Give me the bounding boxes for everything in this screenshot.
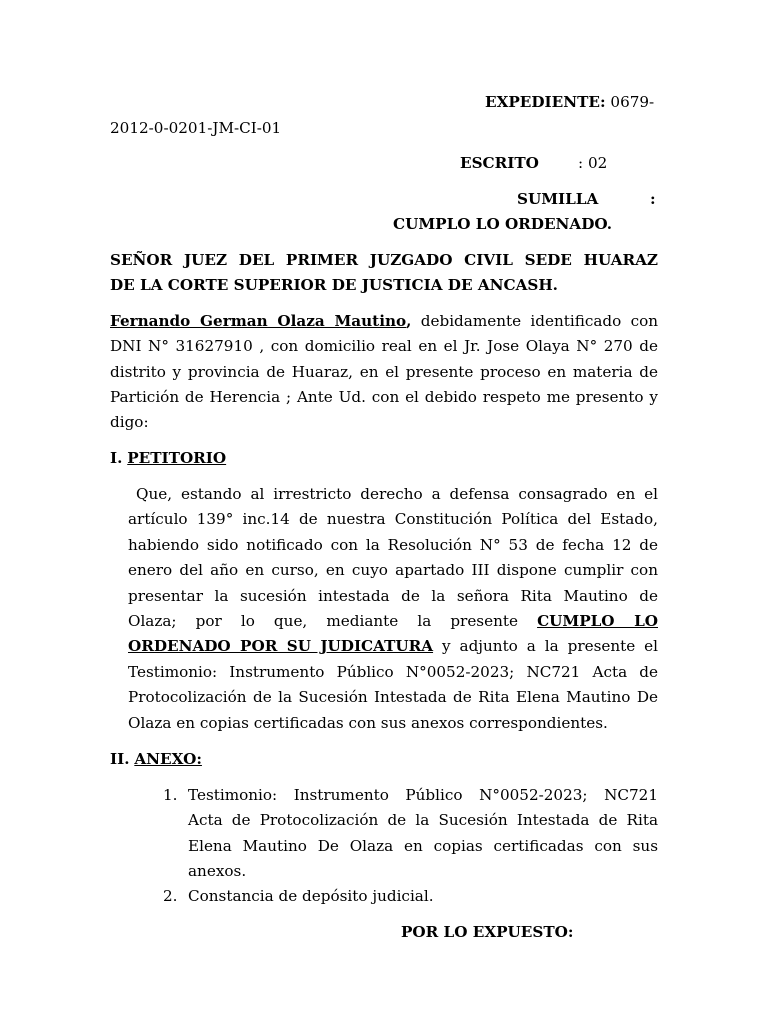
ordenado-emphasis: ORDENADO POR SU JUDICATURA: [128, 637, 434, 655]
intro-line-4: Partición de Herencia ; Ante Ud. con el debido respeto me presento y: [110, 388, 658, 406]
escrito-label: ESCRITO: [460, 154, 539, 172]
petitorio-heading: I. PETITORIO: [110, 449, 227, 467]
petitorio-line-1: Que, estando al irrestricto derecho a defensa consagrado en el: [136, 485, 658, 503]
cumplo-lo-emphasis: CUMPLO LO: [537, 612, 658, 630]
anexo-item-2-line-1: Constancia de depósito judicial.: [188, 887, 434, 905]
sumilla-value: CUMPLO LO ORDENADO.: [393, 215, 613, 233]
anexo-title: ANEXO:: [134, 750, 202, 768]
intro-line-5: digo:: [110, 413, 149, 431]
petitorio-line-9: Protocolización de la Sucesión Intestada de Rita Elena Mautino De: [128, 688, 658, 706]
anexo-item-1-line-1: Testimonio: Instrumento Público N°0052-2023; NC721: [188, 786, 658, 804]
addressee-line-1: SEÑOR JUEZ DEL PRIMER JUZGADO CIVIL SEDE HUARAZ: [110, 251, 658, 269]
escrito-value: : 02: [578, 154, 608, 172]
anexo-heading: II. ANEXO:: [110, 750, 202, 768]
petitorio-line-6: Olaza; por lo que, mediante la presente CUMPLO LO: [128, 612, 658, 630]
anexo-item-1-line-4: anexos.: [188, 862, 247, 880]
intro-line-2: DNI N° 31627910 , con domicilio real en el Jr. Jose Olaya N° 270 de: [110, 337, 658, 355]
sumilla-colon: :: [650, 190, 656, 208]
sumilla-label: SUMILLA: [517, 190, 599, 208]
expediente-line: [485, 93, 654, 111]
addressee-line-2: DE LA CORTE SUPERIOR DE JUSTICIA DE ANCASH.: [110, 276, 558, 294]
petitioner-name: Fernando German Olaza Mautino: [110, 312, 407, 330]
petitorio-line-7: ORDENADO POR SU JUDICATURA y adjunto a la presente el: [128, 637, 659, 655]
expediente-label: EXPEDIENTE:: [485, 93, 606, 111]
petitorio-line-10: Olaza en copias certificadas con sus anexos correspondientes.: [128, 714, 608, 732]
intro-line-3: distrito y provincia de Huaraz, en el presente proceso en materia de: [110, 363, 658, 381]
anexo-item-2-number: 2.: [163, 887, 178, 905]
expediente-value: 0679-: [610, 93, 655, 111]
petitorio-line-5: presentar la sucesión intestada de la señora Rita Mautino de: [128, 587, 658, 605]
closing-label: POR LO EXPUESTO: [401, 923, 568, 941]
closing-heading: POR LO EXPUESTO:: [401, 923, 574, 941]
petitorio-line-3: habiendo sido notificado con la Resolución N° 53 de fecha 12 de: [128, 536, 658, 554]
petitorio-line-8: Testimonio: Instrumento Público N°0052-2023; NC721 Acta de: [128, 663, 658, 681]
petitorio-line-4: enero del año en curso, en cuyo apartado III dispone cumplir con: [128, 561, 658, 579]
expediente-value-continued: 2012-0-0201-JM-CI-01: [110, 119, 282, 137]
anexo-item-1-number: 1.: [163, 786, 178, 804]
petitorio-title: PETITORIO: [127, 449, 227, 467]
anexo-item-1-line-2: Acta de Protocolización de la Sucesión Intestada de Rita: [188, 811, 658, 829]
anexo-item-1-line-3: Elena Mautino De Olaza en copias certificadas con sus: [188, 837, 658, 855]
intro-line-1: Fernando German Olaza Mautino, debidamente identificado con: [110, 312, 659, 330]
petitorio-line-2: artículo 139° inc.14 de nuestra Constitución Política del Estado,: [128, 510, 658, 528]
